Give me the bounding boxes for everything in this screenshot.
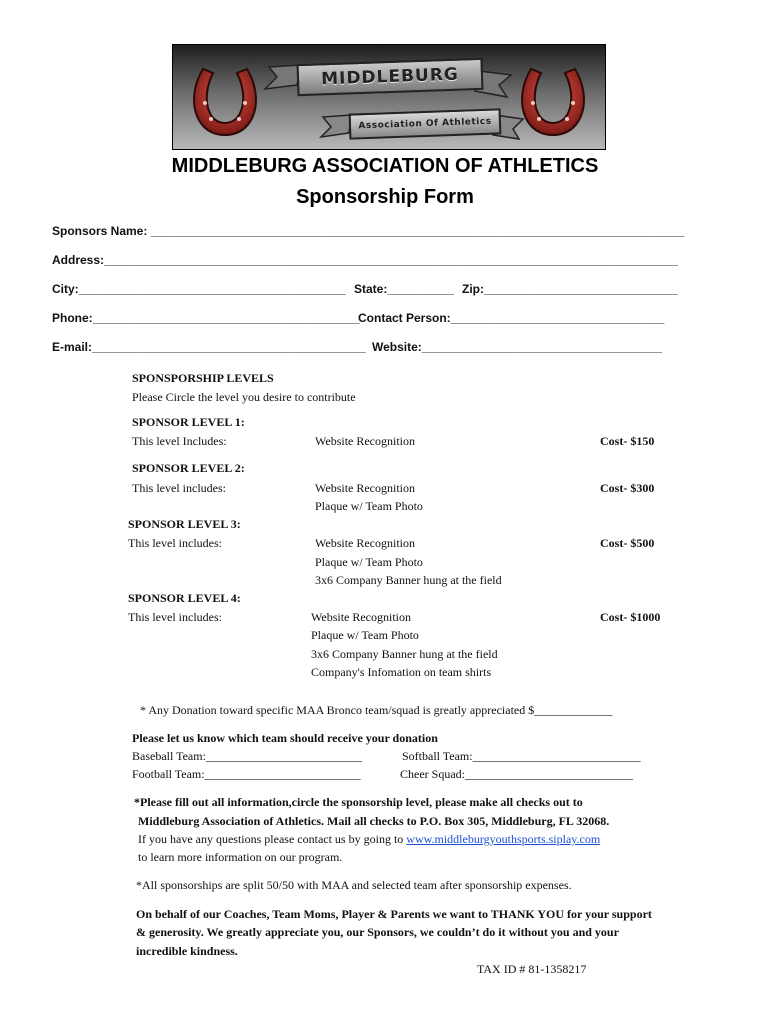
level-4-name[interactable]: SPONSOR LEVEL 4: xyxy=(128,591,241,605)
contact-person-field[interactable]: Contact Person:________________________________ xyxy=(358,311,665,325)
horseshoe-icon-right xyxy=(522,69,584,135)
level-2-includes: This level includes: xyxy=(132,481,226,495)
level-3-benefit: 3x6 Company Banner hung at the field xyxy=(315,573,502,587)
instructions-line-3 xyxy=(138,832,600,847)
instructions-line-1: *Please fill out all information,circle the sponsorship level, please make all checks out to xyxy=(134,795,583,809)
level-4-benefit: Company's Infomation on team shirts xyxy=(311,665,492,679)
level-1-benefit: Website Recognition xyxy=(315,434,416,448)
thanks-line-1: On behalf of our Coaches, Team Moms, Player & Parents we want to THANK YOU for your support xyxy=(136,907,652,921)
instructions-contact-text: If you have any questions please contact us by going to xyxy=(138,832,407,846)
form-subtitle: Sponsorship Form xyxy=(296,186,474,208)
level-1-cost: Cost- $150 xyxy=(600,434,655,448)
cheer-squad-field[interactable]: Cheer Squad:____________________________ xyxy=(400,767,633,781)
sponsors-name-field[interactable]: Sponsors Name: ________________________________________________________________________________ xyxy=(52,224,685,238)
level-4-cost: Cost- $1000 xyxy=(600,610,661,624)
level-3-benefit: Plaque w/ Team Photo xyxy=(315,555,423,569)
thanks-line-2: & generosity. We greatly appreciate you, our Sponsors, we couldn’t do it without you and your xyxy=(136,925,619,939)
level-4-benefit: Website Recognition xyxy=(311,610,412,624)
zip-field[interactable]: Zip:_____________________________ xyxy=(462,282,678,296)
level-4-benefit: 3x6 Company Banner hung at the field xyxy=(311,647,498,661)
program-website-link[interactable]: www.middleburgyouthsports.siplay.com xyxy=(406,832,601,846)
level-4-includes: This level includes: xyxy=(128,610,222,624)
levels-instruction: Please Circle the level you desire to contribute xyxy=(132,390,356,404)
horseshoe-icon-left xyxy=(194,69,256,135)
level-3-includes: This level includes: xyxy=(128,536,222,550)
split-note: *All sponsorships are split 50/50 with MAA and selected team after sponsorship expenses. xyxy=(136,878,572,892)
donation-field[interactable]: * Any Donation toward specific MAA Bronco team/squad is greatly appreciated $_____________ xyxy=(140,703,613,717)
level-3-name[interactable]: SPONSOR LEVEL 3: xyxy=(128,517,241,531)
level-3-benefit: Website Recognition xyxy=(315,536,416,550)
instructions-line-2: Middleburg Association of Athletics. Mail all checks to P.O. Box 305, Middleburg, FL 32068. xyxy=(138,814,610,828)
tax-id: TAX ID # 81-1358217 xyxy=(477,962,587,976)
page-title: MIDDLEBURG ASSOCIATION OF ATHLETICS xyxy=(171,155,599,177)
level-1-includes: This level Includes: xyxy=(132,434,227,448)
level-2-benefit: Plaque w/ Team Photo xyxy=(315,499,423,513)
state-field[interactable]: State:__________ xyxy=(354,282,455,296)
teams-heading: Please let us know which team should receive your donation xyxy=(132,731,438,745)
levels-heading: SPONSPORSHIP LEVELS xyxy=(132,371,274,385)
email-field[interactable]: E-mail:_________________________________________ xyxy=(52,340,366,354)
softball-team-field[interactable]: Softball Team:____________________________ xyxy=(402,749,641,763)
logo-name: MIDDLEBURG xyxy=(296,58,483,96)
address-field[interactable]: Address:______________________________________________________________________________________ xyxy=(52,253,678,267)
level-1-name[interactable]: SPONSOR LEVEL 1: xyxy=(132,415,245,429)
level-4-benefit: Plaque w/ Team Photo xyxy=(311,628,419,642)
football-team-field[interactable]: Football Team:__________________________ xyxy=(132,767,361,781)
level-2-cost: Cost- $300 xyxy=(600,481,655,495)
baseball-team-field[interactable]: Baseball Team:__________________________ xyxy=(132,749,362,763)
instructions-line-4: to learn more information on our program. xyxy=(138,850,343,864)
thanks-line-3: incredible kindness. xyxy=(136,944,238,958)
level-2-name[interactable]: SPONSOR LEVEL 2: xyxy=(132,461,245,475)
city-field[interactable]: City:________________________________________ xyxy=(52,282,346,296)
phone-field[interactable]: Phone:________________________________________ xyxy=(52,311,360,325)
level-2-benefit: Website Recognition xyxy=(315,481,416,495)
logo xyxy=(172,44,606,150)
website-field[interactable]: Website:____________________________________ xyxy=(372,340,663,354)
logo-subtitle: Association Of Athletics xyxy=(349,108,502,139)
level-3-cost: Cost- $500 xyxy=(600,536,655,550)
